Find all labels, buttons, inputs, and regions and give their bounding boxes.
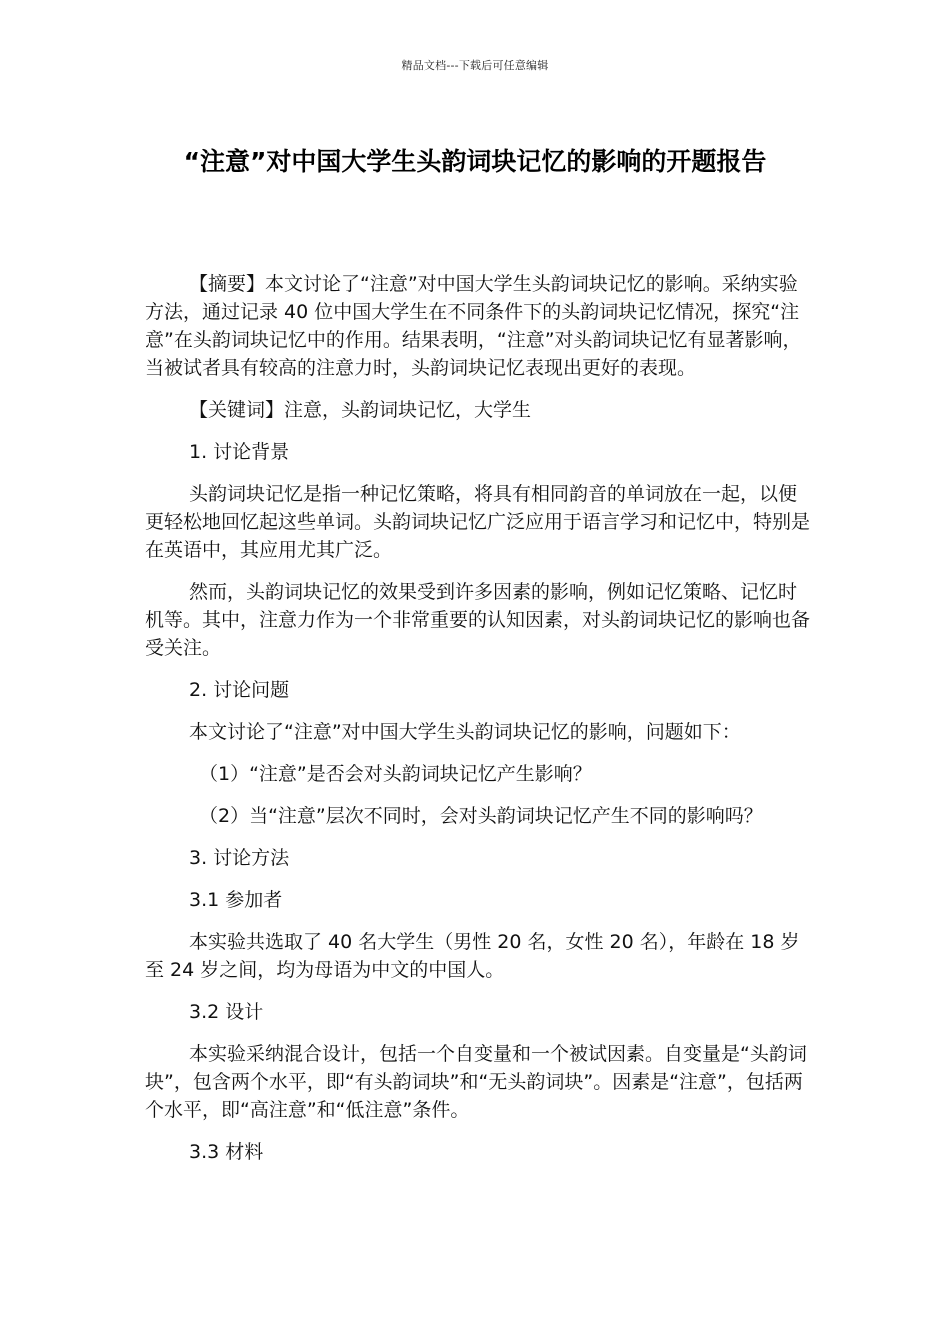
page-header: 精品文档---下载后可任意编辑: [401, 59, 549, 72]
background-paragraph-1: 头韵词块记忆是指一种记忆策略，将具有相同韵音的单词放在一起，以便更轻松地回忆起这些单词。头韵词块记忆广泛应用于语言学习和记忆中，特别是在英语中，其应用尤其广泛。: [145, 483, 811, 561]
section-heading-methods: 3. 讨论方法: [189, 847, 290, 869]
question-2: （2）当“注意”层次不同时，会对头韵词块记忆产生不同的影响吗？: [199, 805, 763, 827]
section-heading-background: 1. 讨论背景: [189, 441, 290, 463]
subsection-heading-participants: 3.1 参加者: [189, 889, 283, 911]
document-title: “注意”对中国大学生头韵词块记忆的影响的开题报告: [183, 147, 767, 176]
design-paragraph: 本实验采纳混合设计，包括一个自变量和一个被试因素。自变量是“头韵词块”，包含两个水平，即“有头韵词块”和“无头韵词块”。因素是“注意”，包括两个水平，即“高注意”和“低注意”条件。: [145, 1043, 807, 1121]
document-body: [145, 270, 815, 1166]
question-1: （1）“注意”是否会对头韵词块记忆产生影响？: [199, 763, 592, 785]
participants-paragraph: 本实验共选取了 40 名大学生（男性 20 名，女性 20 名），年龄在 18 岁至 24 岁之间，均为母语为中文的中国人。: [145, 931, 800, 981]
subsection-heading-design: 3.2 设计: [189, 1001, 264, 1023]
section-heading-questions: 2. 讨论问题: [189, 679, 290, 701]
questions-intro: 本文讨论了“注意”对中国大学生头韵词块记忆的影响，问题如下：: [189, 721, 741, 743]
background-paragraph-2: 然而，头韵词块记忆的效果受到许多因素的影响，例如记忆策略、记忆时机等。其中，注意力作为一个非常重要的认知因素，对头韵词块记忆的影响也备受关注。: [145, 581, 811, 659]
keywords-paragraph: 【关键词】注意，头韵词块记忆，大学生: [189, 399, 532, 421]
abstract-paragraph: 【摘要】本文讨论了“注意”对中国大学生头韵词块记忆的影响。采纳实验方法，通过记录 40 位中国大学生在不同条件下的头韵词块记忆情况，探究“注意”在头韵词块记忆中的作用。结果表明，“注意”对头韵词块记忆有显著影响，当被试者具有较高的注意力时，头韵词块记忆表现出更好的表现。: [145, 273, 802, 379]
subsection-heading-materials: 3.3 材料: [189, 1141, 264, 1163]
